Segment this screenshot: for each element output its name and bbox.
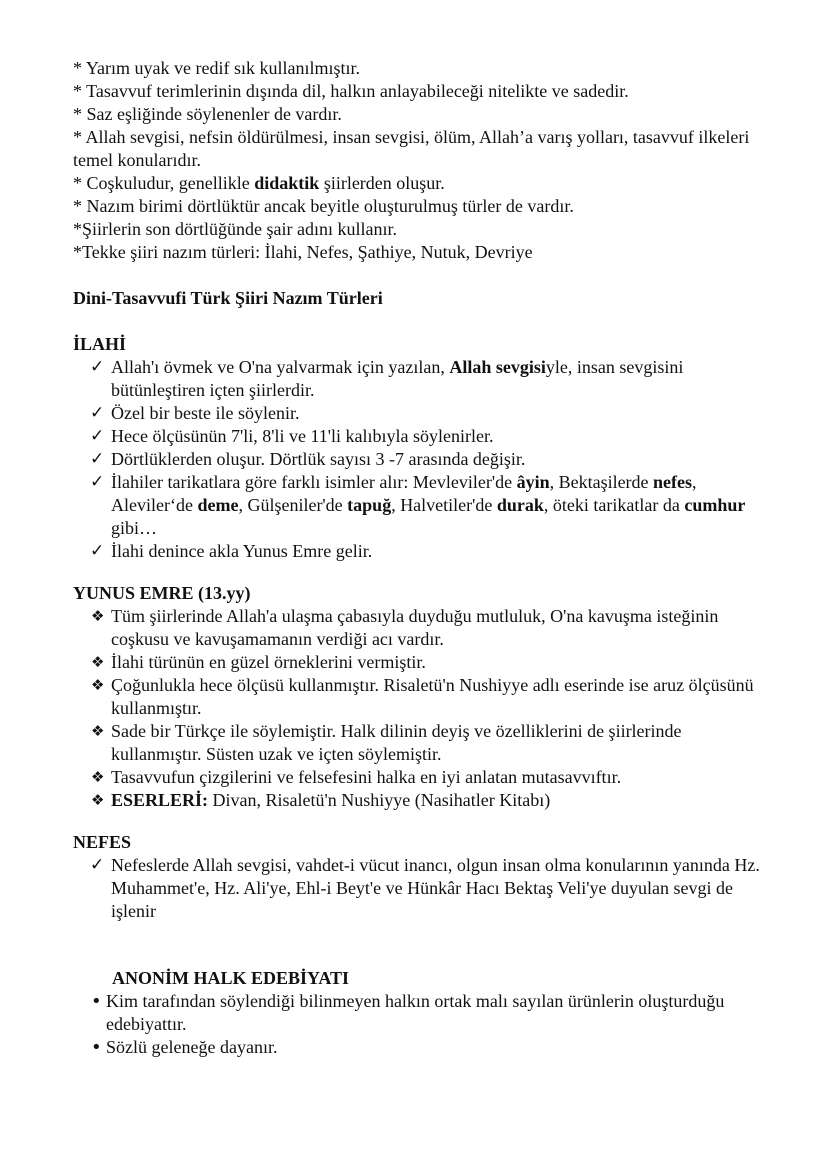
check-icon: ✓ <box>90 403 105 423</box>
bullet-icon: • <box>91 1037 102 1058</box>
intro-line: * Allah sevgisi, nefsin öldürülmesi, insan sevgisi, ölüm, Allah’a varış yolları, tasavvuf ilkeleri temel konularıdır. <box>73 127 750 170</box>
ilahi-heading: İLAHİ <box>73 334 127 354</box>
nefes-heading: NEFES <box>73 832 132 852</box>
section-title: Dini-Tasavvufi Türk Şiiri Nazım Türleri <box>73 288 383 308</box>
list-item: ✓ İlahi denince akla Yunus Emre gelir. <box>90 541 373 561</box>
check-icon: ✓ <box>90 472 105 492</box>
list-item: ❖ Sade bir Türkçe ile söylemiştir. Halk dilinin deyiş ve özelliklerini de şiirlerinde kullanmıştır. Süsten uzak ve içten söylemiştir. <box>91 721 682 764</box>
list-item: ✓ İlahiler tarikatlara göre farklı isimler alır: Mevleviler'de âyin, Bektaşilerde nefes, Aleviler‘de deme, Gülşeniler'de tapuğ, Halvetiler'de durak, öteki tarikatlar da cumhur gibi… <box>90 472 746 538</box>
diamond-icon: ❖ <box>91 653 105 671</box>
list-item: ✓ Özel bir beste ile söylenir. <box>90 403 300 423</box>
diamond-icon: ❖ <box>91 676 105 694</box>
diamond-icon: ❖ <box>91 768 105 786</box>
list-item: ❖ Tasavvufun çizgilerini ve felsefesini halka en iyi anlatan mutasavvıftır. <box>91 767 622 787</box>
intro-line: * Yarım uyak ve redif sık kullanılmıştır. <box>73 58 360 78</box>
list-item: • Sözlü geleneğe dayanır. <box>91 1037 278 1058</box>
check-icon: ✓ <box>90 855 105 875</box>
document-page <box>73 57 773 1059</box>
list-item: ❖ ESERLERİ: Divan, Risaletü'n Nushiyye (Nasihatler Kitabı) <box>91 790 551 810</box>
list-item: ✓ Nefeslerde Allah sevgisi, vahdet-i vücut inancı, olgun insan olma konularının yanında Hz. Muhammet'e, Hz. Ali'ye, Ehl-i Beyt'e ve Hünkâr Hacı Bektaş Veli'ye duyulan sevgi de işlenir <box>90 855 760 921</box>
yunus-heading: YUNUS EMRE (13.yy) <box>73 583 251 603</box>
check-icon: ✓ <box>90 449 105 469</box>
check-icon: ✓ <box>90 357 105 377</box>
anonim-list <box>73 990 773 1059</box>
intro-line: * Coşkuludur, genellikle didaktik şiirlerden oluşur. <box>73 173 445 193</box>
intro-line: *Tekke şiiri nazım türleri: İlahi, Nefes, Şathiye, Nutuk, Devriye <box>73 242 533 262</box>
intro-line: * Nazım birimi dörtlüktür ancak beyitle oluşturulmuş türler de vardır. <box>73 196 574 216</box>
list-item: ✓ Allah'ı övmek ve O'na yalvarmak için yazılan, Allah sevgisiyle, insan sevgisini bütünleştiren içten şiirlerdir. <box>90 357 684 400</box>
intro-line: *Şiirlerin son dörtlüğünde şair adını kullanır. <box>73 219 397 239</box>
bullet-icon: • <box>91 991 102 1012</box>
check-icon: ✓ <box>90 541 105 561</box>
list-item: • Kim tarafından söylendiği bilinmeyen halkın ortak malı sayılan ürünlerin oluşturduğu edebiyattır. <box>91 991 725 1034</box>
ilahi-list <box>73 356 773 563</box>
list-item: ❖ Tüm şiirlerinde Allah'a ulaşma çabasıyla duyduğu mutluluk, O'na kavuşma isteğinin coşkusu ve kavuşamamanın verdiği acı vardır. <box>91 606 719 649</box>
yunus-list <box>73 605 773 812</box>
nefes-list <box>73 854 773 923</box>
list-item: ❖ İlahi türünün en güzel örneklerini vermiştir. <box>91 652 426 672</box>
list-item: ✓ Hece ölçüsünün 7'li, 8'li ve 11'li kalıbıyla söylenirler. <box>90 426 494 446</box>
intro-list <box>73 57 773 264</box>
intro-line: * Saz eşliğinde söylenenler de vardır. <box>73 104 342 124</box>
intro-line: * Tasavvuf terimlerinin dışında dil, halkın anlayabileceği nitelikte ve sadedir. <box>73 81 629 101</box>
diamond-icon: ❖ <box>91 607 105 625</box>
diamond-icon: ❖ <box>91 722 105 740</box>
anonim-heading: ANONİM HALK EDEBİYATI <box>112 968 350 988</box>
list-item: ✓ Dörtlüklerden oluşur. Dörtlük sayısı 3 -7 arasında değişir. <box>90 449 526 469</box>
diamond-icon: ❖ <box>91 791 105 809</box>
check-icon: ✓ <box>90 426 105 446</box>
list-item: ❖ Çoğunlukla hece ölçüsü kullanmıştır. Risaletü'n Nushiyye adlı eserinde ise aruz ölçüsünü kullanmıştır. <box>91 675 754 718</box>
